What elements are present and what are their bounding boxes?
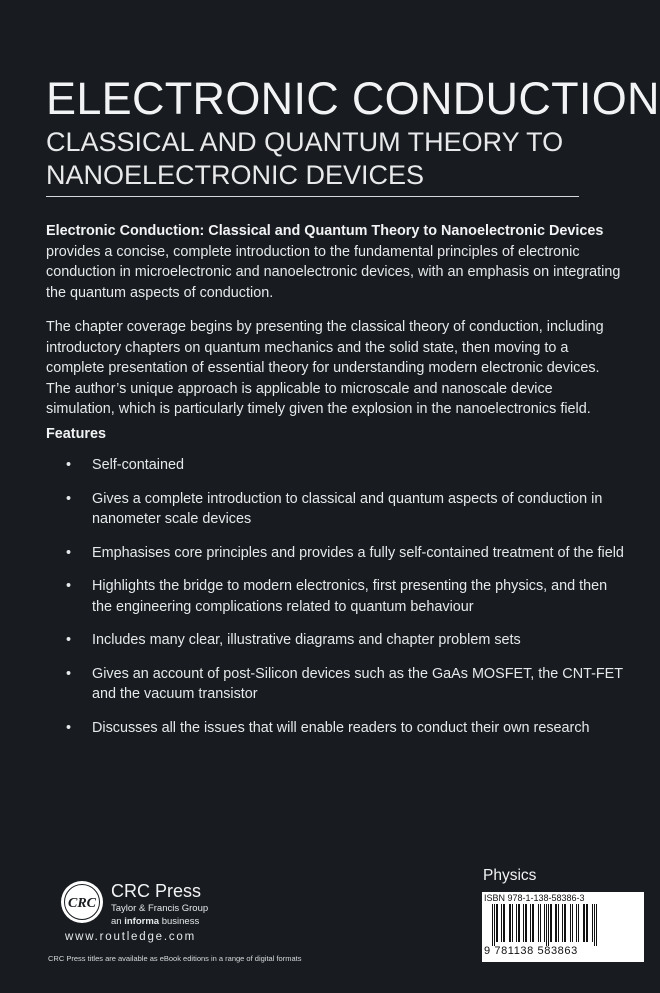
- barcode-bar: [550, 904, 552, 942]
- feature-item: [46, 543, 626, 564]
- feature-text: Gives an account of post-Silicon devices such as the GaAs MOSFET, the CNT-FET and the vacuum transistor: [92, 665, 623, 702]
- feature-item: [46, 630, 626, 651]
- logo-text: CRC: [67, 896, 97, 911]
- description-paragraph-2: The chapter coverage begins by presenting the classical theory of conduction, including introductory chapters on quantum mechanics and the solid state, then moving to a complete presentation of essential theory for understanding modern electronic devices. The author’s unique approach is applicable to microscale and nanoscale device simulation, which is particularly timely given the explosion in the nanoelectronics field.: [46, 319, 604, 417]
- barcode-bar: [544, 904, 545, 942]
- barcode-bar: [572, 904, 573, 942]
- barcode-bar: [540, 904, 541, 942]
- barcode-bar: [512, 904, 513, 942]
- barcode-bar: [594, 904, 595, 946]
- feature-item: [46, 664, 626, 705]
- informa-brand: informa: [124, 916, 160, 927]
- barcode-bar: [494, 904, 495, 946]
- feature-text: Self-contained: [92, 457, 185, 473]
- barcode-bar: [558, 904, 559, 942]
- description-paragraph-1: [46, 221, 621, 303]
- bullet-icon: •: [66, 490, 72, 507]
- barcode-bar: [501, 904, 502, 942]
- feature-text: Highlights the bridge to modern electronics, first presenting the physics, and then the engineering complications related to quantum behaviour: [92, 578, 608, 615]
- barcode-bar: [525, 904, 527, 942]
- barcode-bar: [562, 904, 563, 942]
- barcode-digits: 9 781138 583863: [484, 945, 578, 957]
- publisher-name: CRC Press: [111, 881, 202, 901]
- feature-item: [46, 489, 626, 530]
- barcode-bar: [516, 904, 517, 942]
- barcode-bar: [523, 904, 524, 942]
- bullet-icon: •: [66, 544, 72, 561]
- bullet-icon: •: [66, 632, 72, 648]
- bullet-icon: •: [66, 719, 72, 736]
- bullet-icon: •: [66, 578, 72, 594]
- barcode-bar: [492, 904, 493, 946]
- feature-text: Emphasises core principles and provides a fully self-contained treatment of the field: [92, 544, 624, 561]
- isbn-label: ISBN 978-1-138-58386-3: [484, 893, 585, 903]
- feature-item: [46, 576, 626, 617]
- description-lead: Electronic Conduction: Classical and Quantum Theory to Nanoelectronic Devices: [46, 223, 604, 239]
- barcode-bar: [503, 904, 505, 942]
- publisher-url[interactable]: www.routledge.com: [65, 931, 196, 943]
- informa-prefix: an: [111, 916, 125, 927]
- barcode-bar: [596, 904, 597, 946]
- feature-item: [46, 455, 626, 476]
- barcode-bar: [555, 904, 557, 942]
- bullet-icon: •: [66, 457, 72, 473]
- barcode-bar: [538, 904, 539, 942]
- barcode-bar: [548, 904, 549, 946]
- barcode: [482, 892, 644, 962]
- ebook-note: CRC Press titles are available as eBook editions in a range of digital formats: [48, 954, 302, 963]
- feature-text: Includes many clear, illustrative diagrams and chapter problem sets: [92, 632, 521, 648]
- barcode-bar: [586, 904, 588, 942]
- barcode-bar: [518, 904, 520, 942]
- feature-item: [46, 718, 626, 739]
- book-subtitle: CLASSICAL AND QUANTUM THEORY TO NANOELECTRONIC DEVICES: [46, 127, 564, 190]
- subject-category: Physics: [483, 867, 537, 884]
- barcode-bar: [532, 904, 534, 942]
- feature-text: Discusses all the issues that will enable readers to conduct their own research: [92, 719, 590, 736]
- features-list: [46, 455, 626, 751]
- publisher-group: Taylor & Francis Group: [111, 903, 209, 914]
- informa-suffix: business: [159, 916, 200, 927]
- book-title: ELECTRONIC CONDUCTION: [46, 73, 660, 124]
- features-heading: Features: [46, 426, 106, 442]
- informa-line: [111, 916, 199, 927]
- barcode-bar: [530, 904, 531, 942]
- title-divider: [46, 196, 579, 197]
- crc-logo-icon: [60, 880, 104, 924]
- barcode-bar: [564, 904, 566, 942]
- feature-text: Gives a complete introduction to classical and quantum aspects of conduction in nanometer scale devices: [92, 490, 603, 527]
- barcode-bar: [546, 904, 547, 946]
- barcode-bars: [490, 904, 638, 946]
- barcode-bar: [578, 904, 579, 942]
- bullet-icon: •: [66, 665, 72, 682]
- barcode-bar: [583, 904, 585, 942]
- description: [46, 221, 621, 434]
- barcode-bar: [496, 904, 498, 942]
- barcode-bar: [509, 904, 511, 942]
- barcode-bar: [570, 904, 571, 942]
- barcode-bar: [592, 904, 593, 942]
- description-lead-rest: provides a concise, complete introduction to the fundamental principles of electronic conduction in microelectronic and nanoelectronic devices, with an emphasis on integrating the quantum aspects of conduction.: [46, 243, 621, 301]
- barcode-bar: [576, 904, 577, 942]
